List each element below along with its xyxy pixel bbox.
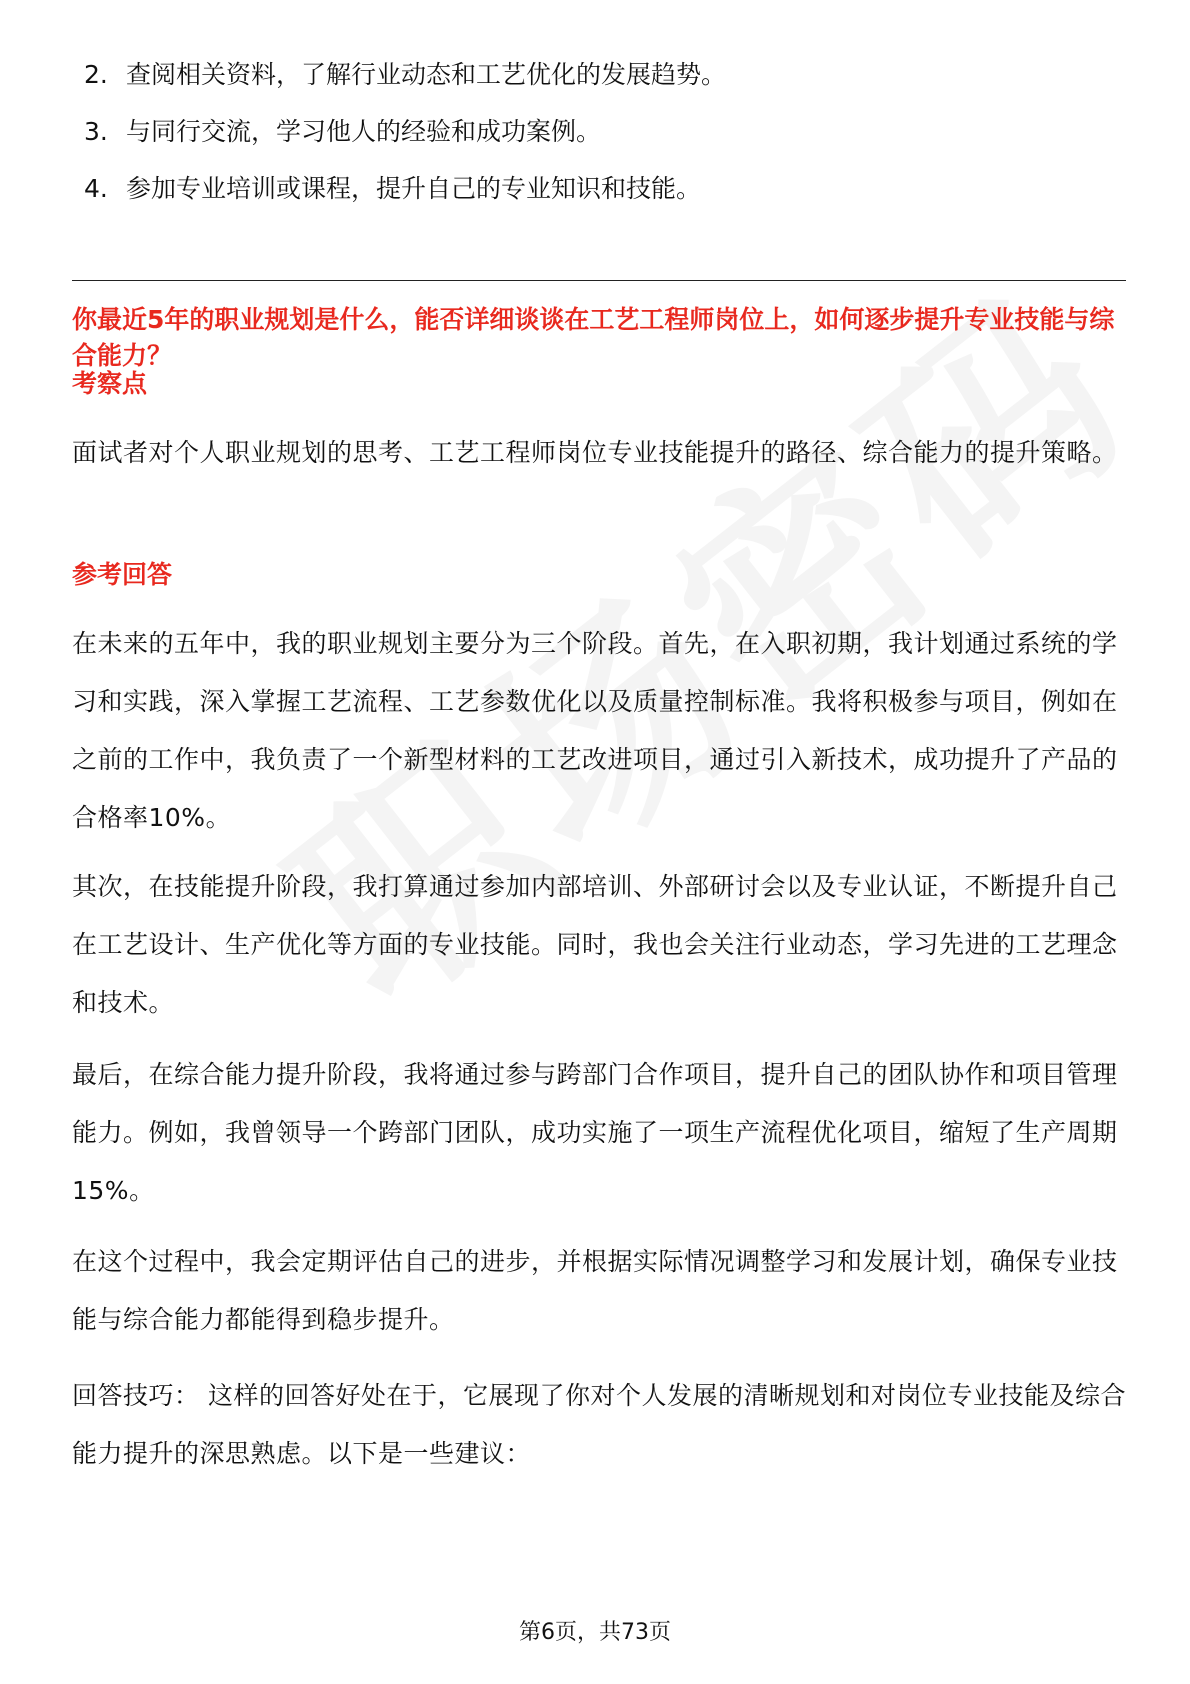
- focus-heading: 考察点: [72, 369, 148, 398]
- list-item-number: 4.: [84, 174, 108, 203]
- answer-heading: 参考回答: [72, 560, 173, 589]
- numbered-list: [84, 58, 726, 229]
- answer-paragraph-2: 其次，在技能提升阶段，我打算通过参加内部培训、外部研讨会以及专业认证，不断提升自己在工艺设计、生产优化等方面的专业技能。同时，我也会关注行业动态，学习先进的工艺理念和技术。: [72, 872, 1118, 1017]
- answer-paragraph-4: 在这个过程中，我会定期评估自己的进步，并根据实际情况调整学习和发展计划，确保专业技能与综合能力都能得到稳步提升。: [72, 1247, 1118, 1334]
- list-item-text: 查阅相关资料，了解行业动态和工艺优化的发展趋势。: [126, 60, 727, 89]
- answer-tips-paragraph: 回答技巧： 这样的回答好处在于，它展现了你对个人发展的清晰规划和对岗位专业技能及综合能力提升的深思熟虑。以下是一些建议：: [72, 1381, 1126, 1468]
- interview-question: 你最近5年的职业规划是什么，能否详细谈谈在工艺工程师岗位上，如何逐步提升专业技能与综合能力？: [72, 305, 1115, 370]
- list-item-number: 2.: [84, 60, 108, 89]
- section-divider: [72, 280, 1126, 281]
- list-item-text: 参加专业培训或课程，提升自己的专业知识和技能。: [126, 174, 702, 203]
- list-item: [84, 58, 726, 115]
- answer-paragraph-3: 最后，在综合能力提升阶段，我将通过参与跨部门合作项目，提升自己的团队协作和项目管理能力。例如，我曾领导一个跨部门团队，成功实施了一项生产流程优化项目，缩短了生产周期15%。: [72, 1060, 1118, 1205]
- answer-paragraph-1: 在未来的五年中，我的职业规划主要分为三个阶段。首先，在入职初期，我计划通过系统的学习和实践，深入掌握工艺流程、工艺参数优化以及质量控制标准。我将积极参与项目，例如在之前的工作中，我负责了一个新型材料的工艺改进项目，通过引入新技术，成功提升了产品的合格率10%。: [72, 629, 1118, 832]
- focus-paragraph: 面试者对个人职业规划的思考、工艺工程师岗位专业技能提升的路径、综合能力的提升策略。: [72, 438, 1118, 467]
- list-item-text: 与同行交流，学习他人的经验和成功案例。: [126, 117, 602, 146]
- page-number-footer: 第6页，共73页: [519, 1620, 671, 1645]
- list-item: [84, 172, 726, 229]
- list-item-number: 3.: [84, 117, 108, 146]
- list-item: [84, 115, 726, 172]
